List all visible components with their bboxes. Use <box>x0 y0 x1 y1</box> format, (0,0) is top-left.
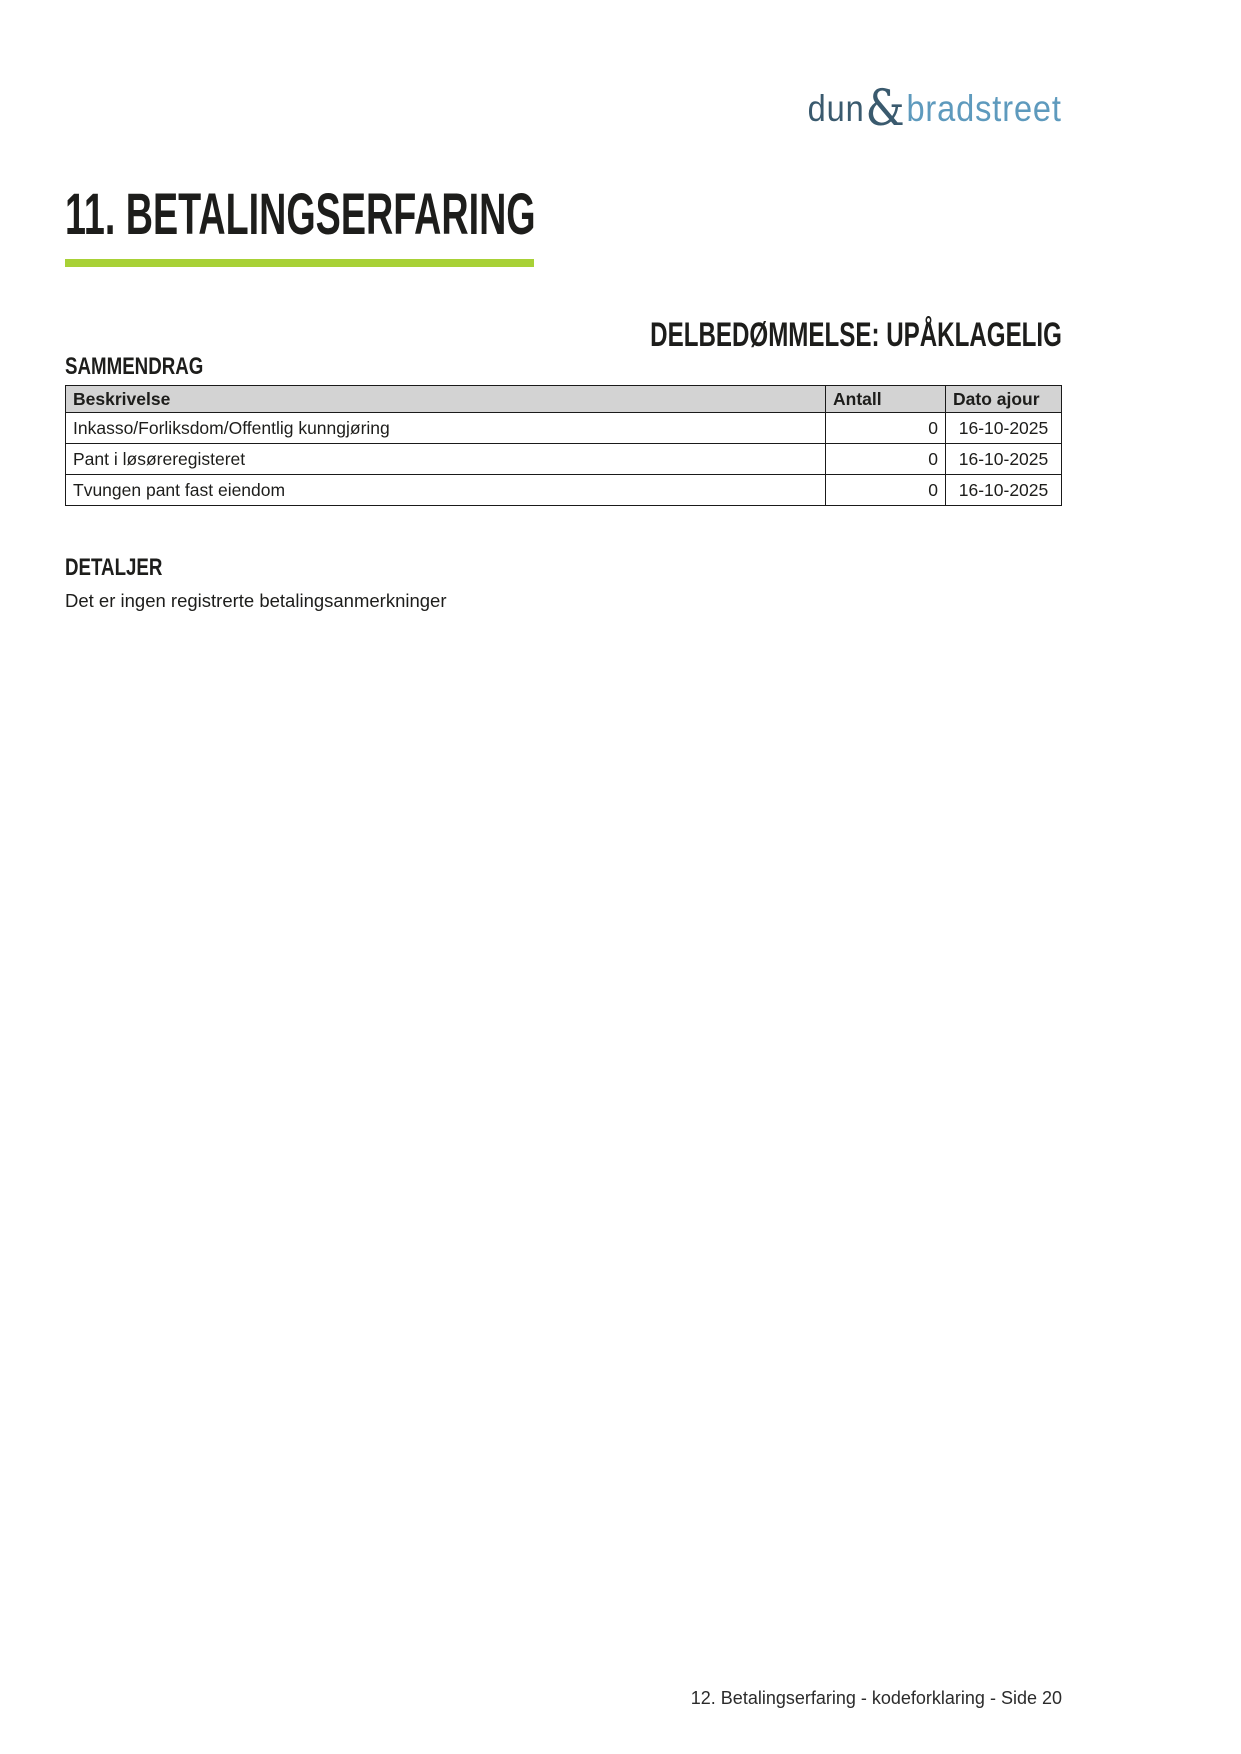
cell-beskrivelse: Inkasso/Forliksdom/Offentlig kunngjøring <box>66 413 826 444</box>
dun-bradstreet-logo <box>807 74 1062 137</box>
assessment-heading: DELBEDØMMELSE: UPÅKLAGELIG <box>650 316 1062 354</box>
cell-dato-ajour: 16-10-2025 <box>946 413 1062 444</box>
summary-heading: SAMMENDRAG <box>65 353 204 380</box>
table-row <box>66 444 1062 475</box>
page-title: 11. BETALINGSERFARING <box>65 182 536 247</box>
cell-antall: 0 <box>826 444 946 475</box>
cell-antall: 0 <box>826 413 946 444</box>
cell-antall: 0 <box>826 475 946 506</box>
ampersand-icon: & <box>865 79 906 137</box>
title-accent-bar <box>65 259 534 267</box>
column-header-dato-ajour: Dato ajour <box>946 386 1062 413</box>
logo-dun-text: dun <box>807 88 865 129</box>
summary-table <box>65 385 1062 506</box>
cell-beskrivelse: Pant i løsøreregisteret <box>66 444 826 475</box>
logo-bradstreet-text: bradstreet <box>906 88 1062 129</box>
page-footer: 12. Betalingserfaring - kodeforklaring - Side 20 <box>690 1688 1062 1708</box>
cell-beskrivelse: Tvungen pant fast eiendom <box>66 475 826 506</box>
details-heading: DETALJER <box>65 554 163 581</box>
table-header-row <box>66 386 1062 413</box>
column-header-beskrivelse: Beskrivelse <box>66 386 826 413</box>
column-header-antall: Antall <box>826 386 946 413</box>
table-row <box>66 475 1062 506</box>
cell-dato-ajour: 16-10-2025 <box>946 444 1062 475</box>
cell-dato-ajour: 16-10-2025 <box>946 475 1062 506</box>
table-row <box>66 413 1062 444</box>
details-text: Det er ingen registrerte betalingsanmerkninger <box>65 590 447 611</box>
